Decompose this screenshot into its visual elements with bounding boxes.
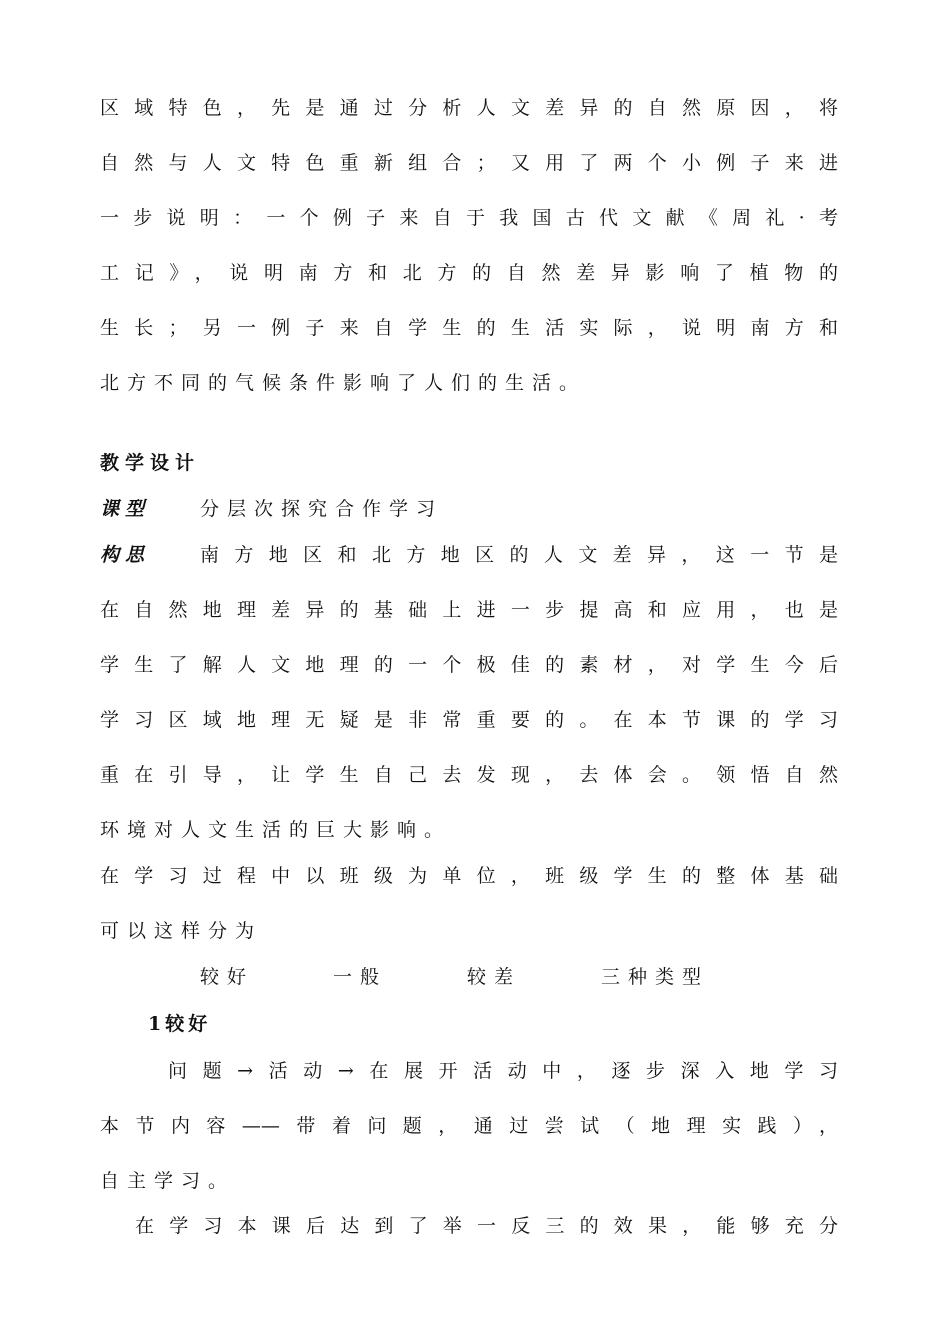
type-average: 一般 [333, 966, 388, 988]
text-line-2: 自然与人文特色重新组合；又用了两个小例子来进 [100, 152, 838, 174]
section-heading: 教学设计 [100, 452, 201, 474]
lesson-type-row [100, 497, 838, 521]
concept-line-4: 学习区域地理无疑是非常重要的。在本节课的学习 [100, 709, 838, 731]
concept-text: 南方地区和北方地区的人文差异，这一节是 [200, 544, 838, 566]
process-line-2: 可以这样分为 [100, 920, 263, 942]
type-poor: 较差 [467, 966, 522, 988]
types-row [100, 965, 840, 989]
subsection-title: 1较好 [148, 1013, 212, 1035]
lesson-type-label: 课型 [100, 498, 151, 520]
concept-line-2: 在自然地理差异的基础上进一步提高和应用，也是 [100, 599, 838, 621]
subsection-line-4: 在学习本课后达到了举一反三的效果，能够充分 [135, 1215, 838, 1237]
process-line-1: 在学习过程中以班级为单位，班级学生的整体基础 [100, 865, 838, 887]
concept-label: 构思 [100, 544, 151, 566]
subsection-line-1: 问题→活动→在展开活动中，逐步深入地学习 [168, 1060, 838, 1082]
lesson-type-text: 分层次探究合作学习 [200, 498, 444, 520]
text-line-5: 生长；另一例子来自学生的生活实际，说明南方和 [100, 317, 838, 339]
text-line-1: 区域特色，先是通过分析人文差异的自然原因，将 [100, 97, 838, 119]
text-line-3: 一步说明：一个例子来自于我国古代文献《周礼·考 [100, 207, 838, 229]
text-line-6: 北方不同的气候条件影响了人们的生活。 [100, 372, 587, 394]
type-summary: 三种类型 [601, 966, 710, 988]
subsection-line-3: 自主学习。 [100, 1170, 236, 1192]
concept-row [100, 543, 838, 567]
concept-line-3: 学生了解人文地理的一个极佳的素材，对学生今后 [100, 654, 838, 676]
type-good: 较好 [200, 966, 255, 988]
concept-line-6: 环境对人文生活的巨大影响。 [100, 819, 452, 841]
concept-line-5: 重在引导，让学生自己去发现，去体会。领悟自然 [100, 764, 838, 786]
text-line-4: 工记》，说明南方和北方的自然差异影响了植物的 [100, 262, 838, 284]
subsection-line-2: 本节内容——带着问题，通过尝试（地理实践）， [100, 1115, 838, 1137]
